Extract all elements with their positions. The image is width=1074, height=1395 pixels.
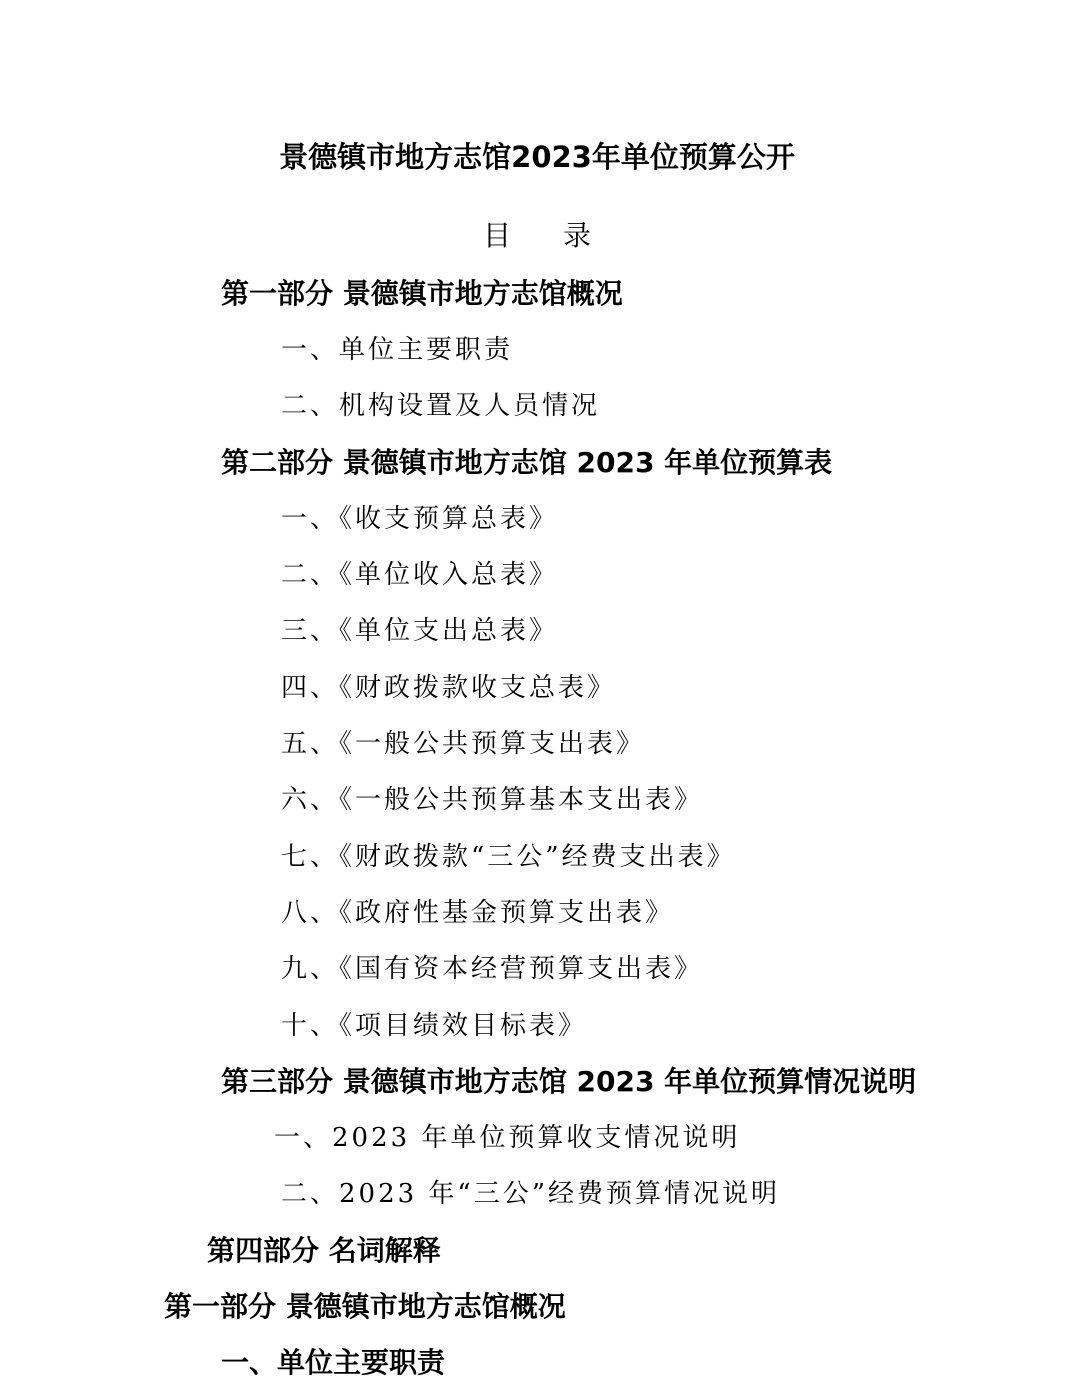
toc-item: 二、机构设置及人员情况 xyxy=(281,391,601,421)
toc-part-3: 第三部分 景德镇市地方志馆 2023 年单位预算情况说明 xyxy=(221,1065,917,1098)
toc-item: 一、2023 年单位预算收支情况说明 xyxy=(274,1123,741,1153)
toc-item: 二、2023 年“三公”经费预算情况说明 xyxy=(281,1179,781,1209)
document-title: 景德镇市地方志馆2023年单位预算公开 xyxy=(279,140,795,174)
body-part-heading: 第一部分 景德镇市地方志馆概况 xyxy=(164,1290,566,1323)
toc-item: 八、《政府性基金预算支出表》 xyxy=(281,898,675,928)
toc-part-2: 第二部分 景德镇市地方志馆 2023 年单位预算表 xyxy=(221,446,833,479)
toc-heading: 目录 xyxy=(482,219,643,252)
toc-item: 七、《财政拨款“三公”经费支出表》 xyxy=(281,842,736,872)
toc-item: 四、《财政拨款收支总表》 xyxy=(281,673,617,703)
toc-item: 十、《项目绩效目标表》 xyxy=(281,1011,588,1041)
toc-item: 九、《国有资本经营预算支出表》 xyxy=(281,954,704,984)
toc-item: 三、《单位支出总表》 xyxy=(281,616,559,646)
toc-item: 一、单位主要职责 xyxy=(281,335,514,365)
toc-item: 二、《单位收入总表》 xyxy=(281,560,559,590)
body-section-heading: 一、单位主要职责 xyxy=(221,1346,446,1379)
toc-part-1: 第一部分 景德镇市地方志馆概况 xyxy=(221,277,623,310)
toc-item: 五、《一般公共预算支出表》 xyxy=(281,729,646,759)
toc-item: 六、《一般公共预算基本支出表》 xyxy=(281,785,704,815)
toc-item: 一、《收支预算总表》 xyxy=(281,504,559,534)
toc-part-4: 第四部分 名词解释 xyxy=(207,1234,441,1267)
